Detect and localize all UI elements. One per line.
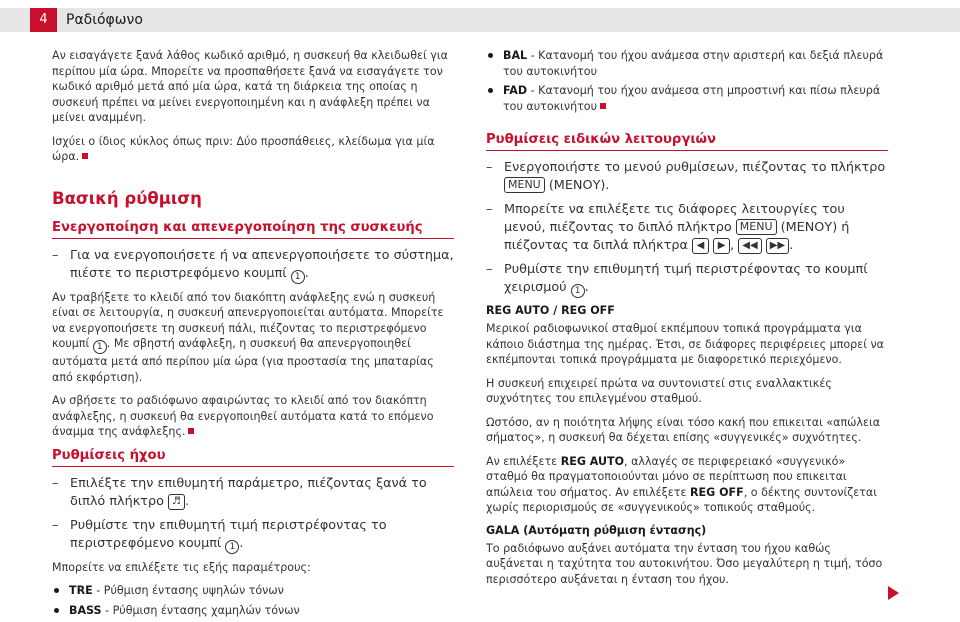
gala-paragraph: Το ραδιόφωνο αυξάνει αυτόματα την ένταση του ήχου καθώς αυξάνεται η ταχύτητα του αυτοκινήτου. Όσο μεγαλύτερη η τιμή, τόσο περισσότερο αυξάνεται η ένταση του ήχου.: [486, 541, 883, 586]
knob-callout-icon: 1: [225, 540, 239, 554]
list-item: BAL - Κατανομή του ήχου ανάμεσα στην αριστερή και δεξιά πλευρά του αυτοκινήτου: [486, 48, 888, 79]
bullet-icon: [54, 608, 59, 613]
left-column: [52, 48, 454, 622]
reg-paragraph-1: Μερικοί ραδιοφωνικοί σταθμοί εκπέμπουν τοπικά προγράμματα για κάποιο διάστημα της ημέρας. Έτσι, σε διάφορες περιφέρειες μπορεί να εκπέμπονται τοπικά προγράμματα με διαφορετικό περιεχόμενο.: [486, 322, 884, 366]
special-step-2: – Μπορείτε να επιλέξετε τις διάφορες λειτουργίες του μενού, πιέζοντας το διπλό πλήκτρο MENU (ΜΕΝΟΥ) ή πιέζοντας τα διπλά πλήκτρα ◀ ▶ , ◀◀ ▶▶ .: [486, 202, 850, 253]
dash-marker: –: [486, 202, 493, 217]
reg-paragraph-3: Ωστόσο, αν η ποιότητα λήψης είναι τόσο κακή που επικειται «απώλεια σήματος», η συσκευή θα δέχεται επίσης «συγγενικές» συχνότητες.: [486, 415, 881, 444]
special-heading: Ρυθμίσεις ειδικών λειτουργιών: [486, 132, 888, 151]
left-arrow-key-icon: ◀: [692, 238, 709, 254]
dash-marker: –: [52, 517, 59, 533]
intro-paragraph: Αν εισαγάγετε ξανά λάθος κωδικό αριθμό, η συσκευή θα κλειδωθεί για περίπου μία ώρα. Μπορείτε να προσπαθήσετε ξανά να εισαγάγετε τον κωδικό αριθμό μετά από μία ώρα, κατά τη διάρκεια της οποίας η συσκευή πρέπει να μείνει ενεργοποιημένη και η ανάφλεξη πρέπει να μείνει αναμμένη.: [52, 49, 448, 124]
list-item: BASS - Ρύθμιση έντασης χαμηλών τόνων: [52, 603, 454, 619]
onoff-step: – Για να ενεργοποιήσετε ή να απενεργοποιήσετε το σύστημα, πιέστε το περιστρεφόμενο κουμπί 1 .: [52, 247, 454, 282]
dash-marker: –: [486, 160, 493, 175]
sound-heading: Ρυθμίσεις ήχου: [52, 448, 454, 467]
list-item: TRE - Ρύθμιση έντασης υψηλών τόνων: [52, 583, 454, 599]
end-marker-icon: [188, 428, 194, 434]
dash-marker: –: [486, 262, 493, 277]
onoff-paragraph: Αν τραβήξετε το κλειδί από τον διακόπτη ανάφλεξης ενώ η συσκευή είναι σε λειτουργία, η συσκευή απενεργοποιείται αυτόματα. Μπορείτε να ενεργοποιήσετε τη συσκευή πάλι, πιέζοντας το περιστρεφόμενο κουμπί 1 . Με σβηστή ανάφλεξη, η συσκευή θα απενεργοποιηθεί αυτόματα μετά από περίπου μία ώρα (για προστασία της μπαταρίας από εκφόρτιση).: [52, 290, 444, 384]
chapter-title: Ραδιόφωνο: [66, 12, 143, 28]
rewind-key-icon: ◀◀: [738, 238, 761, 254]
special-step-1: – Ενεργοποιήστε το μενού ρυθμίσεων, πιέζοντας το πλήκτρο MENU (ΜΕΝΟΥ).: [486, 160, 886, 193]
header-bar: [0, 8, 960, 32]
end-marker-icon: [600, 103, 606, 109]
reg-heading: REG AUTO / REG OFF: [486, 304, 615, 317]
section-title: Βασική ρύθμιση: [52, 188, 202, 208]
gala-heading: GALA (Αυτόματη ρύθμιση έντασης): [486, 523, 707, 537]
knob-callout-icon: 1: [571, 284, 585, 298]
right-arrow-key-icon: ▶: [713, 238, 730, 254]
bullet-icon: [488, 88, 493, 93]
menu-key: MENU: [736, 219, 777, 235]
bullet-icon: [488, 53, 493, 58]
dash-marker: –: [52, 475, 59, 491]
list-item: FAD - Κατανομή του ήχου ανάμεσα στη μπροστινή και πίσω πλευρά του αυτοκινήτου: [486, 83, 888, 114]
next-page-arrow-icon: [888, 586, 899, 600]
onoff-paragraph-2: Αν σβήσετε το ραδιόφωνο αφαιρώντας το κλειδί από τον διακόπτη ανάφλεξης, η συσκευή θα ενεργοποιηθεί αυτόματα κατά το επόμενο άναμμα της ανάφλεξης.: [52, 394, 434, 438]
page-header: [0, 0, 960, 36]
bullet-icon: [54, 588, 59, 593]
reg-paragraph-2: Η συσκευή επιχειρεί πρώτα να συντονιστεί στις εναλλακτικές συχνότητες του επιλεγμένου σταθμού.: [486, 376, 832, 405]
page-number: 4: [30, 8, 57, 32]
right-column: [486, 48, 888, 595]
sound-step-1: – Επιλέξτε την επιθυμητή παράμετρο, πιέζοντας ξανά το διπλό πλήκτρο ♬ .: [52, 475, 427, 509]
menu-key: MENU: [504, 177, 545, 193]
dash-marker: –: [52, 247, 59, 263]
params-intro: Μπορείτε να επιλέξετε τις εξής παραμέτρους:: [52, 560, 311, 574]
onoff-heading: Ενεργοποίηση και απενεργοποίηση της συσκευής: [52, 220, 454, 239]
knob-callout-icon: 1: [291, 270, 305, 284]
special-step-3: – Ρυθμίστε την επιθυμητή τιμή περιστρέφοντας το κουμπί χειρισμού 1 .: [486, 262, 868, 296]
fast-forward-key-icon: ▶▶: [766, 238, 789, 254]
knob-callout-icon: 1: [93, 340, 107, 354]
intro-paragraph-2: Ισχύει ο ίδιος κύκλος όπως πριν: Δύο προσπάθειες, κλείδωμα για μία ώρα.: [52, 134, 435, 163]
sound-step-2: – Ρυθμίστε την επιθυμητή τιμή περιστρέφοντας το περιστρεφόμενο κουμπί 1 .: [52, 517, 387, 552]
end-marker-icon: [82, 153, 88, 159]
sound-key-icon: ♬: [168, 494, 185, 510]
reg-paragraph-4: Αν επιλέξετε REG AUTO, αλλαγές σε περιφερειακό «συγγενικό» σταθμό θα πραγματοποιούνται μόνο σε περίπτωση που επικειται απώλεια του σήματος. Αν επιλέξετε REG OFF, ο δέκτης συντονίζεται χωρίς περιορισμούς σε «συγγενικούς» τοπικούς σταθμούς.: [486, 454, 877, 514]
